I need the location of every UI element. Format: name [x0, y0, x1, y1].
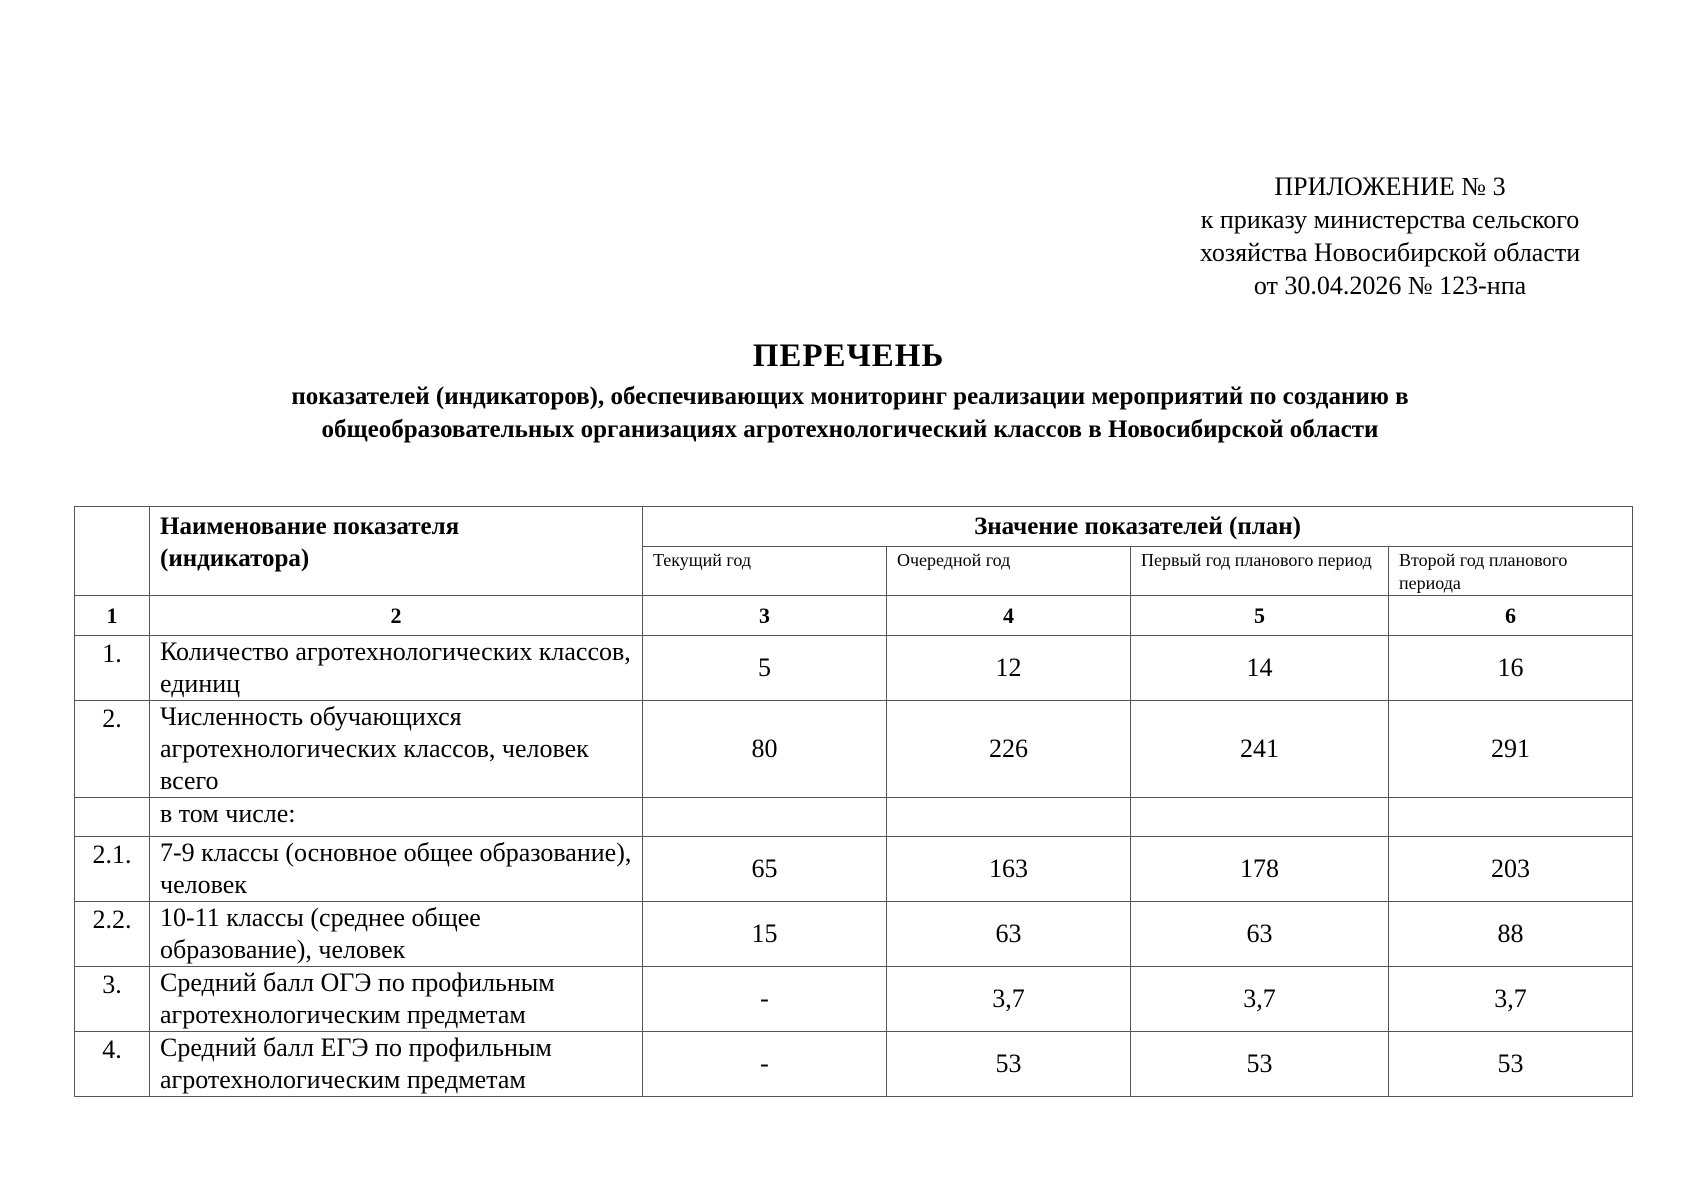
header-number-cell	[75, 507, 150, 596]
subheader-first-plan-year: Первый год планового период	[1131, 547, 1389, 596]
indicators-table	[74, 506, 1633, 1097]
document-title: ПЕРЕЧЕНЬ	[752, 338, 945, 374]
table-row	[75, 837, 1633, 902]
row-number: 4.	[75, 1032, 150, 1097]
appendix-ministry-line: хозяйства Новосибирской области	[1199, 238, 1581, 267]
row-indicator-name: Средний балл ОГЭ по профильным агротехнологическим предметам	[150, 967, 643, 1032]
row-value: -	[643, 1032, 887, 1097]
header-values: Значение показателей (план)	[643, 507, 1633, 547]
appendix-date-line: от 30.04.2026 № 123-нпа	[1253, 271, 1527, 300]
row-value: 14	[1131, 636, 1389, 701]
row-value: 5	[643, 636, 887, 701]
row-number	[75, 798, 150, 837]
row-value: 291	[1389, 701, 1633, 798]
row-value: 226	[887, 701, 1131, 798]
column-number: 2	[150, 596, 643, 636]
table-row	[75, 798, 1633, 837]
column-number: 4	[887, 596, 1131, 636]
row-indicator-name: 7-9 классы (основное общее образование), человек	[150, 837, 643, 902]
row-value: 16	[1389, 636, 1633, 701]
subheader-current-year: Текущий год	[643, 547, 887, 596]
appendix-block	[1140, 170, 1640, 302]
row-value	[887, 798, 1131, 837]
row-value: 53	[1389, 1032, 1633, 1097]
appendix-number: ПРИЛОЖЕНИЕ № 3	[1274, 172, 1506, 201]
row-value	[1389, 798, 1633, 837]
table-row	[75, 1032, 1633, 1097]
column-numbers-row	[75, 596, 1633, 636]
row-number: 2.2.	[75, 902, 150, 967]
row-value: 53	[1131, 1032, 1389, 1097]
row-indicator-name: Численность обучающихся агротехнологических классов, человек всего	[150, 701, 643, 798]
table-row	[75, 636, 1633, 701]
row-value: 63	[1131, 902, 1389, 967]
header-name-line-1: Наименование показателя	[160, 513, 460, 540]
table-row	[75, 967, 1633, 1032]
row-value: 241	[1131, 701, 1389, 798]
document-subtitle	[150, 380, 1550, 446]
row-value: 163	[887, 837, 1131, 902]
row-number: 2.1.	[75, 837, 150, 902]
row-number: 2.	[75, 701, 150, 798]
subtitle-line-1: показателей (индикаторов), обеспечивающих мониторинг реализации мероприятий по созданию в	[291, 383, 1409, 410]
row-value: 3,7	[1389, 967, 1633, 1032]
row-indicator-name: Средний балл ЕГЭ по профильным агротехнологическим предметам	[150, 1032, 643, 1097]
row-value	[643, 798, 887, 837]
row-value: 15	[643, 902, 887, 967]
row-value: 3,7	[1131, 967, 1389, 1032]
appendix-order-line: к приказу министерства сельского	[1200, 205, 1580, 234]
row-value: 65	[643, 837, 887, 902]
row-number: 1.	[75, 636, 150, 701]
table-row	[75, 701, 1633, 798]
subheader-next-year: Очередной год	[887, 547, 1131, 596]
column-number: 5	[1131, 596, 1389, 636]
row-value: 80	[643, 701, 887, 798]
header-indicator-name	[150, 507, 643, 596]
subheader-second-plan-year: Второй год планового периода	[1389, 547, 1633, 596]
column-number: 1	[75, 596, 150, 636]
row-value: 3,7	[887, 967, 1131, 1032]
row-value: 203	[1389, 837, 1633, 902]
row-number: 3.	[75, 967, 150, 1032]
column-number: 3	[643, 596, 887, 636]
row-value	[1131, 798, 1389, 837]
row-indicator-name: Количество агротехнологических классов, единиц	[150, 636, 643, 701]
table-row	[75, 902, 1633, 967]
header-name-line-2: (индикатора)	[160, 545, 310, 572]
row-value: 53	[887, 1032, 1131, 1097]
table-header-row	[75, 507, 1633, 547]
row-indicator-name: в том числе:	[150, 798, 643, 837]
row-value: 63	[887, 902, 1131, 967]
row-value: -	[643, 967, 887, 1032]
row-value: 178	[1131, 837, 1389, 902]
row-value: 12	[887, 636, 1131, 701]
subtitle-line-2: общеобразовательных организациях агротехнологический классов в Новосибирской области	[321, 416, 1379, 443]
column-number: 6	[1389, 596, 1633, 636]
row-value: 88	[1389, 902, 1633, 967]
row-indicator-name: 10-11 классы (среднее общее образование), человек	[150, 902, 643, 967]
